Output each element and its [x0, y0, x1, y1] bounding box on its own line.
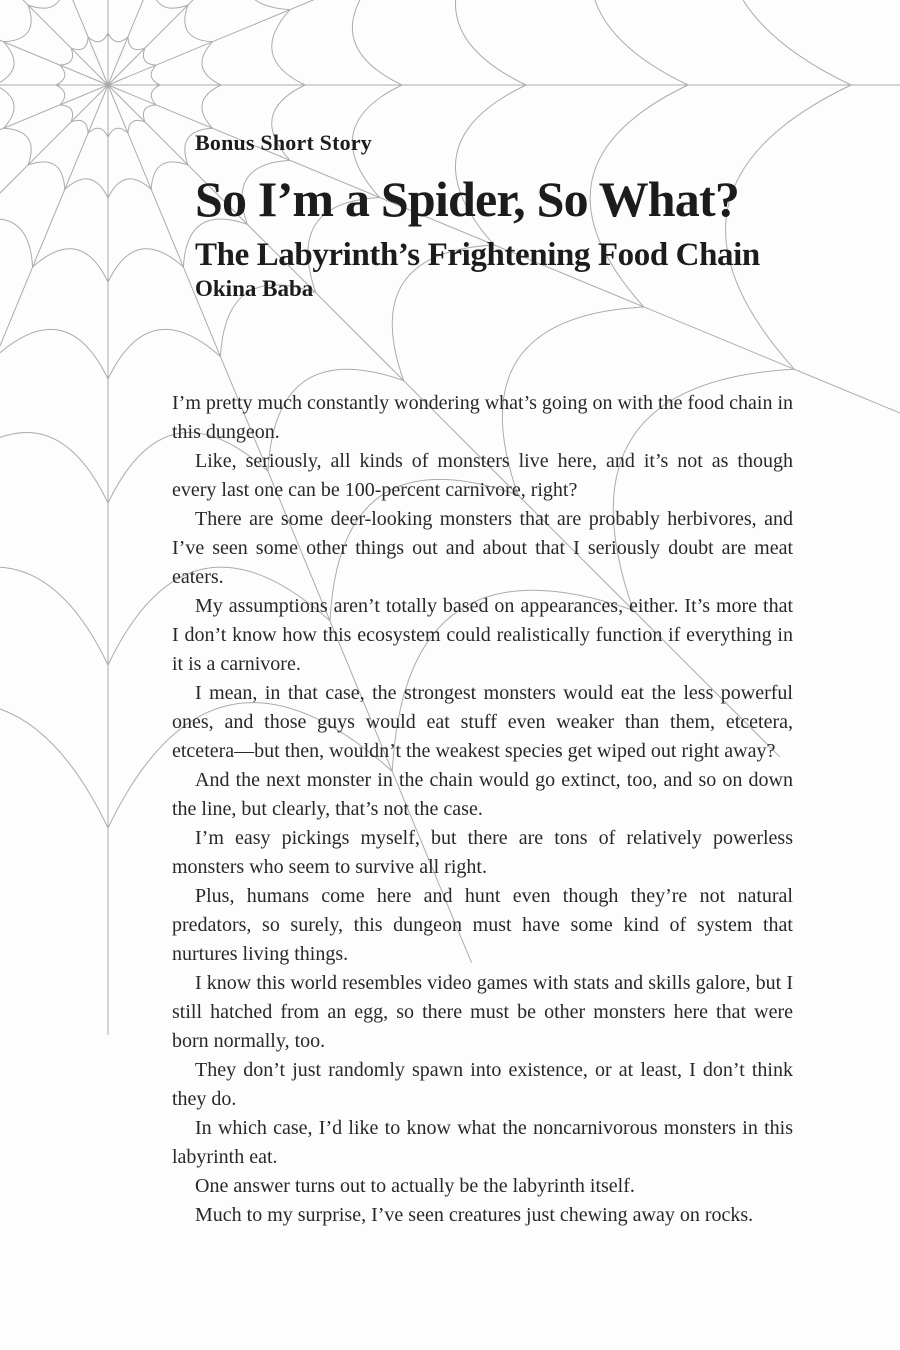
web-ring-segment — [151, 85, 160, 105]
story-paragraph: I know this world resembles video games with stats and skills galore, but I still hatched from an egg, so there must be other monsters here that were born normally, too. — [172, 972, 793, 1052]
web-ring-segment — [108, 249, 183, 282]
web-ring-segment — [0, 329, 108, 379]
web-ring-segment — [0, 219, 33, 267]
web-ring-segment — [108, 329, 221, 379]
web-spoke — [108, 0, 472, 85]
web-ring-segment — [4, 128, 32, 165]
web-spoke — [0, 85, 108, 757]
web-ring-segment — [108, 179, 151, 198]
story-paragraph: They don’t just randomly spawn into existence, or at least, I don’t think they do. — [172, 1059, 793, 1110]
web-spoke — [0, 0, 108, 85]
story-paragraph: I’m easy pickings myself, but there are tons of relatively powerless monsters who seem to survive all right. — [172, 827, 793, 878]
web-spoke — [0, 0, 108, 85]
web-ring-segment — [28, 0, 65, 8]
web-ring-segment — [272, 10, 305, 85]
web-ring-segment — [0, 703, 108, 828]
story-text — [172, 389, 793, 1230]
story-paragraph: Like, seriously, all kinds of monsters live here, and it’s not as though every last one can be 100-percent carnivore, right? — [172, 450, 793, 501]
web-ring-segment — [202, 42, 221, 85]
web-ring-segment — [0, 42, 14, 85]
web-ring-segment — [71, 37, 88, 50]
web-ring-segment — [56, 65, 65, 85]
web-ring-segment — [28, 162, 65, 190]
web-ring-segment — [185, 5, 213, 42]
web-ring-segment — [242, 0, 290, 10]
web-ring-segment — [151, 65, 160, 85]
web-ring-segment — [128, 37, 145, 50]
web-ring-segment — [108, 128, 128, 137]
web-ring-segment — [108, 33, 128, 42]
web-ring-segment — [726, 0, 851, 85]
web-ring-segment — [151, 0, 188, 8]
web-ring-segment — [88, 128, 108, 137]
author-name: Okina Baba — [195, 276, 314, 301]
web-ring-segment — [0, 85, 14, 128]
story-paragraph: I’m pretty much constantly wondering what’s going on with the food chain in this dungeon. — [172, 392, 793, 443]
book-title: So I’m a Spider, So What? — [195, 171, 740, 227]
story-paragraph: My assumptions aren’t totally based on appearances, either. It’s more that I don’t know how this ecosystem could realistically function if everything in it is a carnivore. — [172, 595, 793, 675]
story-kicker: Bonus Short Story — [195, 130, 372, 155]
web-ring-segment — [143, 105, 156, 122]
story-paragraph: Much to my surprise, I’ve seen creatures just chewing away on rocks. — [195, 1204, 754, 1226]
story-paragraph: I mean, in that case, the strongest monsters would eat the less powerful ones, and those guys would eat stuff even weaker than them, etcetera, etcetera—but then, wouldn’t the weakest species get wiped out right away? — [172, 682, 793, 762]
web-ring-segment — [0, 567, 108, 665]
web-ring-segment — [33, 249, 108, 282]
web-ring-segment — [143, 48, 156, 65]
story-paragraph: There are some deer-looking monsters that are probably herbivores, and I’ve seen some other things out and about that I seriously doubt are meat eaters. — [172, 508, 793, 588]
story-paragraph: And the next monster in the chain would go extinct, too, and so on down the line, but clearly, that’s not the case. — [172, 769, 793, 820]
web-ring-segment — [590, 0, 688, 85]
web-ring-segment — [151, 162, 188, 190]
web-ring-segment — [352, 0, 402, 85]
web-ring-segment — [202, 85, 221, 128]
web-ring-segment — [128, 120, 145, 133]
story-paragraph: In which case, I’d like to know what the noncarnivorous monsters in this labyrinth eat. — [172, 1117, 793, 1168]
story-subtitle: The Labyrinth’s Frightening Food Chain — [195, 237, 760, 273]
web-spoke — [0, 85, 108, 963]
web-ring-segment — [60, 105, 73, 122]
web-ring-segment — [455, 0, 526, 85]
web-ring-segment — [60, 48, 73, 65]
web-ring-segment — [88, 33, 108, 42]
web-ring-segment — [4, 5, 32, 42]
story-paragraph: One answer turns out to actually be the labyrinth itself. — [195, 1175, 635, 1197]
web-ring-segment — [0, 432, 108, 503]
web-spoke — [108, 0, 780, 85]
web-spoke — [0, 0, 108, 85]
story-paragraph: Plus, humans come here and hunt even though they’re not natural predators, so surely, this dungeon must have some kind of system that nurtures living things. — [172, 885, 793, 965]
web-ring-segment — [71, 120, 88, 133]
web-ring-segment — [56, 85, 65, 105]
web-ring-segment — [65, 179, 108, 198]
story-header — [195, 130, 835, 304]
